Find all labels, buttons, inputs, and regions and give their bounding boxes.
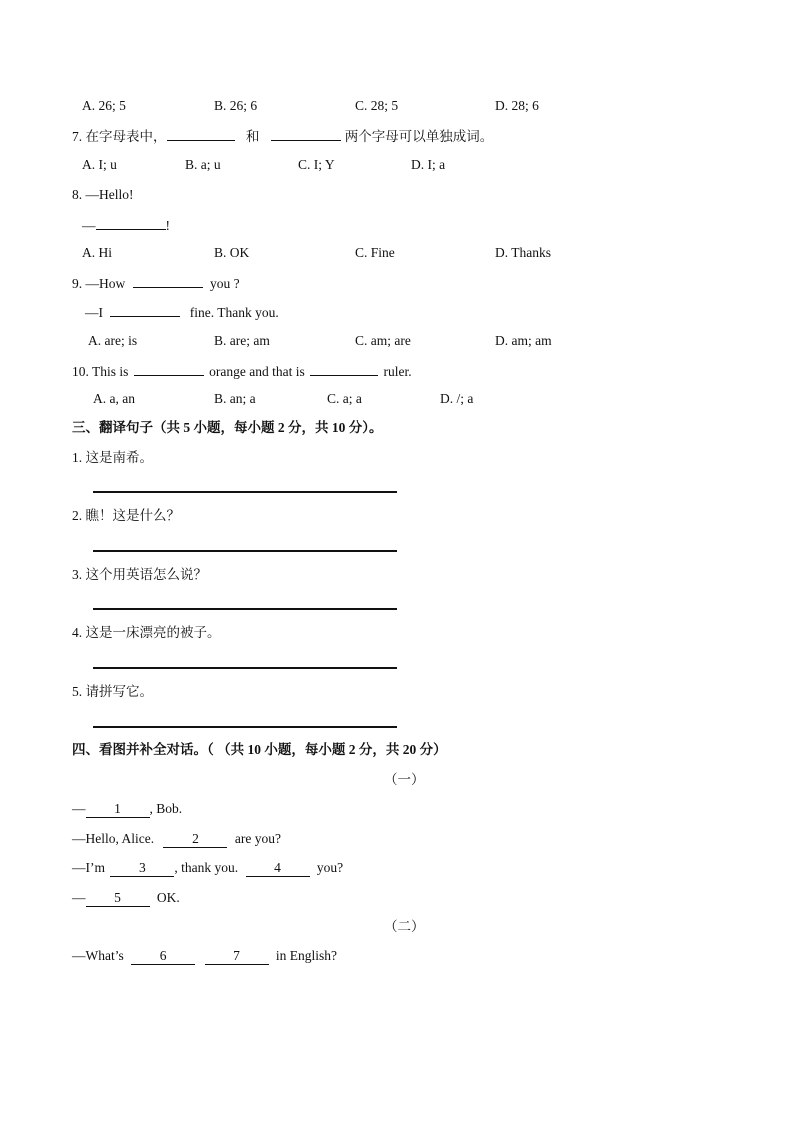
blank-6[interactable]: 6 (131, 948, 195, 965)
q7-mid: 和 (245, 129, 260, 144)
dialogue-5-lead: —What’s (72, 948, 124, 963)
dialogue-2-tail: are you? (234, 831, 281, 846)
q8-dash: — (82, 218, 96, 233)
dialogue-3-lead: —I’m (72, 860, 105, 875)
answer-line-1[interactable] (93, 491, 397, 493)
q7-suffix: 两个字母可以单独成词。 (344, 129, 494, 144)
dialogue-3-tail: you? (316, 860, 344, 875)
q6-option-c: C. 28; 5 (355, 98, 399, 113)
q8-option-a: A. Hi (82, 245, 112, 260)
q9-line-1 (72, 273, 240, 293)
q7-prefix: 7. 在字母表中， (72, 129, 167, 144)
q6-option-b: B. 26; 6 (214, 98, 258, 113)
q10-a: 10. This is (72, 364, 129, 379)
q10-question (72, 361, 412, 381)
q8-option-c: C. Fine (355, 245, 395, 260)
q9-option-d: D. am; am (495, 333, 552, 348)
q10-option-b: B. an; a (214, 391, 256, 406)
q9-blank-2[interactable] (110, 302, 180, 317)
q8-line-2 (82, 215, 170, 235)
dialogue-5-tail: in English? (275, 948, 337, 963)
dialogue-line-1 (72, 800, 182, 818)
answer-line-3[interactable] (93, 608, 397, 610)
dialogue-line-5 (72, 947, 337, 965)
blank-4[interactable]: 4 (246, 860, 310, 877)
q9-how: 9. —How (72, 276, 126, 291)
q7-blank-1[interactable] (167, 126, 235, 141)
q9-blank-1[interactable] (133, 273, 203, 288)
q10-option-d: D. /; a (440, 391, 474, 406)
q10-blank-2[interactable] (310, 361, 378, 376)
answer-line-2[interactable] (93, 550, 397, 552)
dialogue-3-mid: , thank you. (174, 860, 239, 875)
part-1-label: （一） (384, 772, 425, 787)
q9-option-b: B. are; am (214, 333, 270, 348)
q8-option-b: B. OK (214, 245, 250, 260)
translate-item-1: 1. 这是南希。 (72, 450, 153, 465)
q8-option-d: D. Thanks (495, 245, 551, 260)
q10-blank-1[interactable] (134, 361, 204, 376)
q9-option-a: A. are; is (88, 333, 138, 348)
dialogue-line-4 (72, 889, 180, 907)
q8-line-1: 8. —Hello! (72, 187, 134, 202)
part-2-label: （二） (384, 919, 425, 934)
q6-option-a: A. 26; 5 (82, 98, 126, 113)
q8-end: ! (165, 218, 170, 233)
blank-2[interactable]: 2 (163, 831, 227, 848)
q9-you: you ? (210, 276, 240, 291)
dialogue-1-dash: — (72, 801, 86, 816)
dialogue-line-3 (72, 859, 343, 877)
q9-i: —I (85, 305, 103, 320)
translate-item-3: 3. 这个用英语怎么说？ (72, 567, 207, 582)
blank-7[interactable]: 7 (205, 948, 269, 965)
q7-option-d: D. I; a (411, 157, 446, 172)
blank-1[interactable]: 1 (86, 801, 150, 818)
dialogue-4-dash: — (72, 890, 86, 905)
q7-option-c: C. I; Y (298, 157, 335, 172)
translate-item-5: 5. 请拼写它。 (72, 684, 153, 699)
answer-line-4[interactable] (93, 667, 397, 669)
q10-b: orange and that is (209, 364, 305, 379)
answer-line-5[interactable] (93, 726, 397, 728)
q9-option-c: C. am; are (355, 333, 411, 348)
dialogue-2-lead: —Hello, Alice. (72, 831, 155, 846)
section-4-heading: 四、看图并补全对话。（ （共 10 小题，每小题 2 分，共 20 分） (72, 742, 447, 757)
blank-5[interactable]: 5 (86, 890, 150, 907)
q6-option-d: D. 28; 6 (495, 98, 539, 113)
section-3-heading: 三、翻译句子（共 5 小题，每小题 2 分，共 10 分）。 (72, 420, 383, 435)
translate-item-4: 4. 这是一床漂亮的被子。 (72, 625, 221, 640)
dialogue-line-2 (72, 830, 281, 848)
q10-c: ruler. (383, 364, 412, 379)
blank-3[interactable]: 3 (110, 860, 174, 877)
q7-option-b: B. a; u (185, 157, 221, 172)
dialogue-1-tail: , Bob. (149, 801, 183, 816)
q8-blank[interactable] (96, 215, 166, 230)
translate-item-2: 2. 瞧！这是什么？ (72, 508, 180, 523)
q10-option-a: A. a, an (93, 391, 135, 406)
q9-fine: fine. Thank you. (189, 305, 279, 320)
q7-blank-2[interactable] (271, 126, 341, 141)
dialogue-4-tail: OK. (156, 890, 180, 905)
q7-option-a: A. I; u (82, 157, 117, 172)
q7-question (72, 126, 493, 146)
q10-option-c: C. a; a (327, 391, 362, 406)
q9-line-2 (85, 302, 279, 322)
